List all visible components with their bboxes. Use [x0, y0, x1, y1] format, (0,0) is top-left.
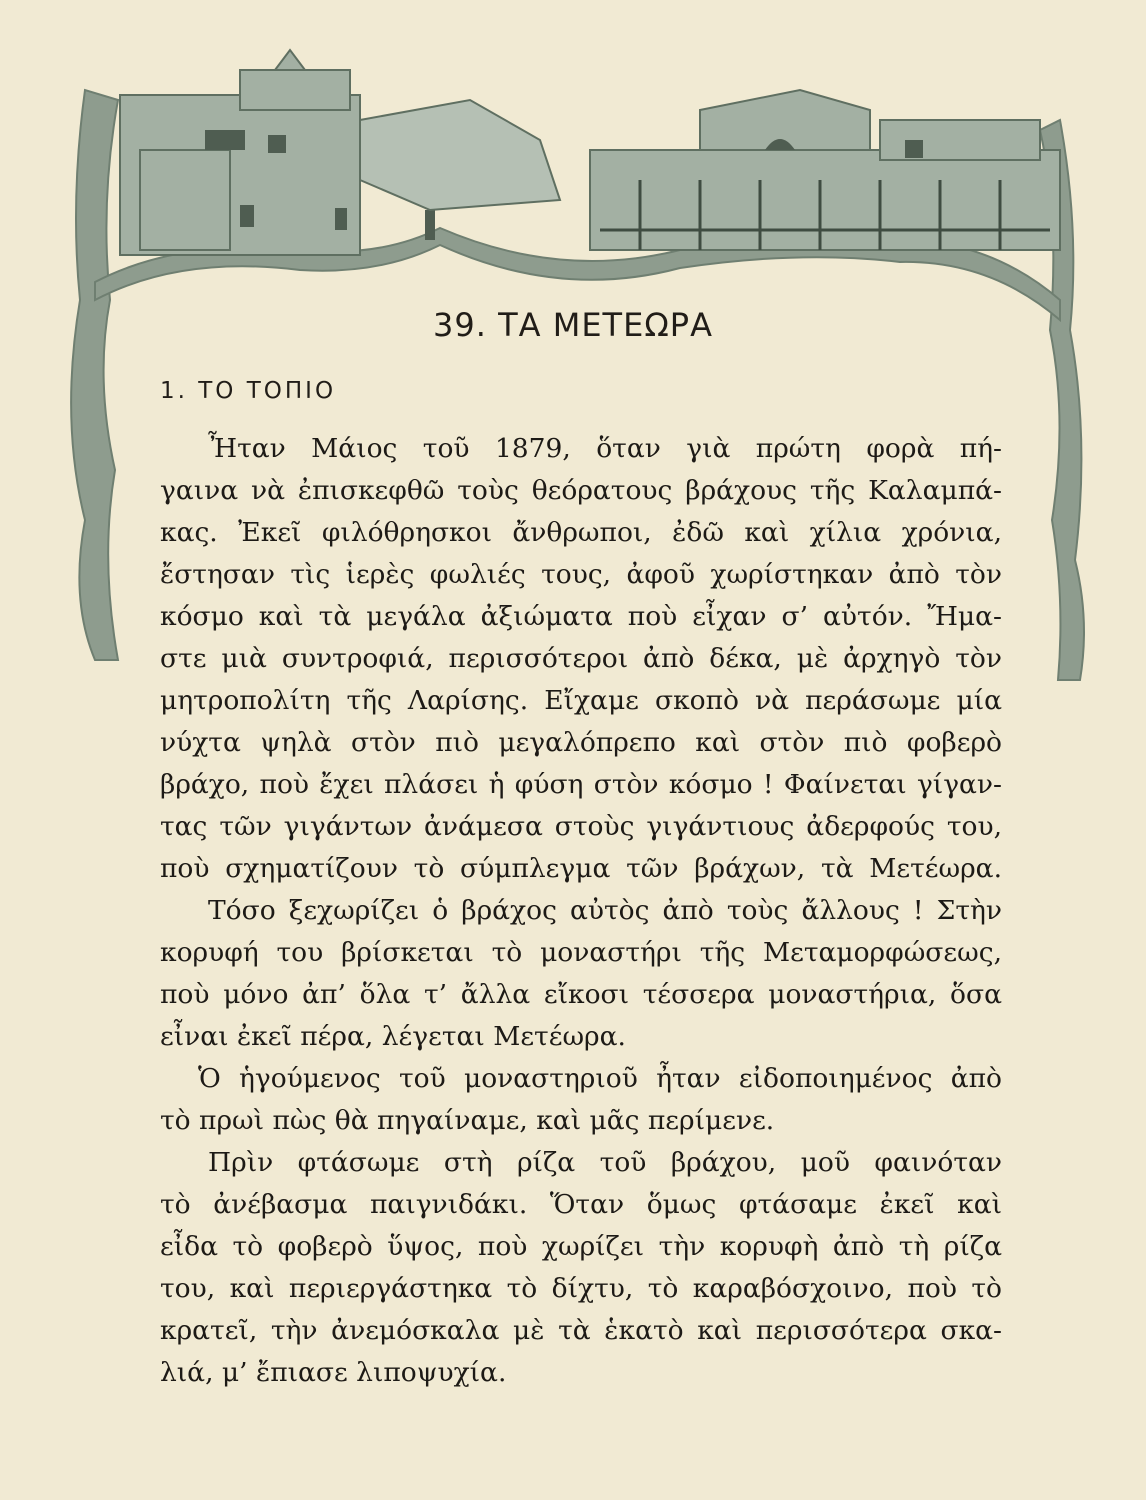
text-line: νύχτα ψηλὰ στὸν πιὸ μεγαλόπρεπο καὶ στὸν πιὸ φοβερὸ [160, 727, 1002, 758]
text-line: Ὁ ἡγούμενος τοῦ μοναστηριοῦ ἦταν εἰδοποιημένος ἀπὸ [198, 1063, 1002, 1094]
text-line: ποὺ μόνο ἀπ’ ὅλα τ’ ἄλλα εἴκοσι τέσσερα μοναστήρια, ὅσα [160, 979, 1002, 1010]
paragraph [160, 428, 1002, 890]
text-line: βράχο, ποὺ ἔχει πλάσει ἡ φύση στὸν κόσμο ! Φαίνεται γίγαν- [160, 769, 1002, 800]
text-line: στε μιὰ συντροφιά, περισσότεροι ἀπὸ δέκα, μὲ ἀρχηγὸ τὸν [160, 643, 1002, 674]
text-line: εἶναι ἐκεῖ πέρα, λέγεται Μετέωρα. [160, 1021, 626, 1052]
text-line: Τόσο ξεχωρίζει ὁ βράχος αὐτὸς ἀπὸ τοὺς ἄλλους ! Στὴν [208, 895, 1002, 926]
paragraph [160, 1058, 1002, 1142]
text-line: κορυφή του βρίσκεται τὸ μοναστήρι τῆς Μεταμορφώσεως, [160, 937, 1002, 968]
text-line: Ἦταν Μάιος τοῦ 1879, ὅταν γιὰ πρώτη φορὰ πή- [208, 433, 1002, 464]
text-line: κόσμο καὶ τὰ μεγάλα ἀξιώματα ποὺ εἶχαν σ’ αὐτόν. Ἤμα- [160, 601, 1002, 632]
text-line: κας. Ἐκεῖ φιλόθρησκοι ἄνθρωποι, ἐδῶ καὶ χίλια χρόνια, [160, 517, 1002, 548]
text-line: τὸ πρωὶ πὼς θὰ πηγαίναμε, καὶ μᾶς περίμενε. [160, 1105, 775, 1136]
body-text [160, 428, 1002, 1394]
chapter-title: 39. ΤΑ ΜΕΤΕΩΡΑ [433, 306, 713, 344]
paragraph [160, 1142, 1002, 1394]
text-line: μητροπολίτη τῆς Λαρίσης. Εἴχαμε σκοπὸ νὰ περάσωμε μία [160, 685, 1002, 716]
text-line: γαινα νὰ ἐπισκεφθῶ τοὺς θεόρατους βράχους τῆς Καλαμπά- [160, 475, 1002, 506]
section-heading: 1. ΤΟ ΤΟΠΙΟ [160, 378, 337, 404]
paragraph [160, 890, 1002, 1058]
text-line: κρατεῖ, τὴν ἀνεμόσκαλα μὲ τὰ ἑκατὸ καὶ περισσότερα σκα- [160, 1315, 1002, 1346]
text-line: ἔστησαν τὶς ἱερὲς φωλιές τους, ἀφοῦ χωρίστηκαν ἀπὸ τὸν [160, 559, 1002, 590]
text-line: εἶδα τὸ φοβερὸ ὕψος, ποὺ χωρίζει τὴν κορυφὴ ἀπὸ τὴ ρίζα [160, 1231, 1002, 1262]
text-line: ποὺ σχηματίζουν τὸ σύμπλεγμα τῶν βράχων, τὰ Μετέωρα. [160, 853, 1002, 884]
text-line: τας τῶν γιγάντων ἀνάμεσα στοὺς γιγάντιους ἀδερφούς του, [160, 811, 1002, 842]
text-line: τὸ ἀνέβασμα παιγνιδάκι. Ὅταν ὅμως φτάσαμε ἐκεῖ καὶ [160, 1189, 1002, 1220]
text-line: Πρὶν φτάσωμε στὴ ρίζα τοῦ βράχου, μοῦ φαινόταν [208, 1147, 1002, 1178]
text-line: λιά, μ’ ἔπιασε λιποψυχία. [160, 1357, 507, 1388]
text-line: του, καὶ περιεργάστηκα τὸ δίχτυ, τὸ καραβόσχοινο, ποὺ τὸ [160, 1273, 1002, 1304]
